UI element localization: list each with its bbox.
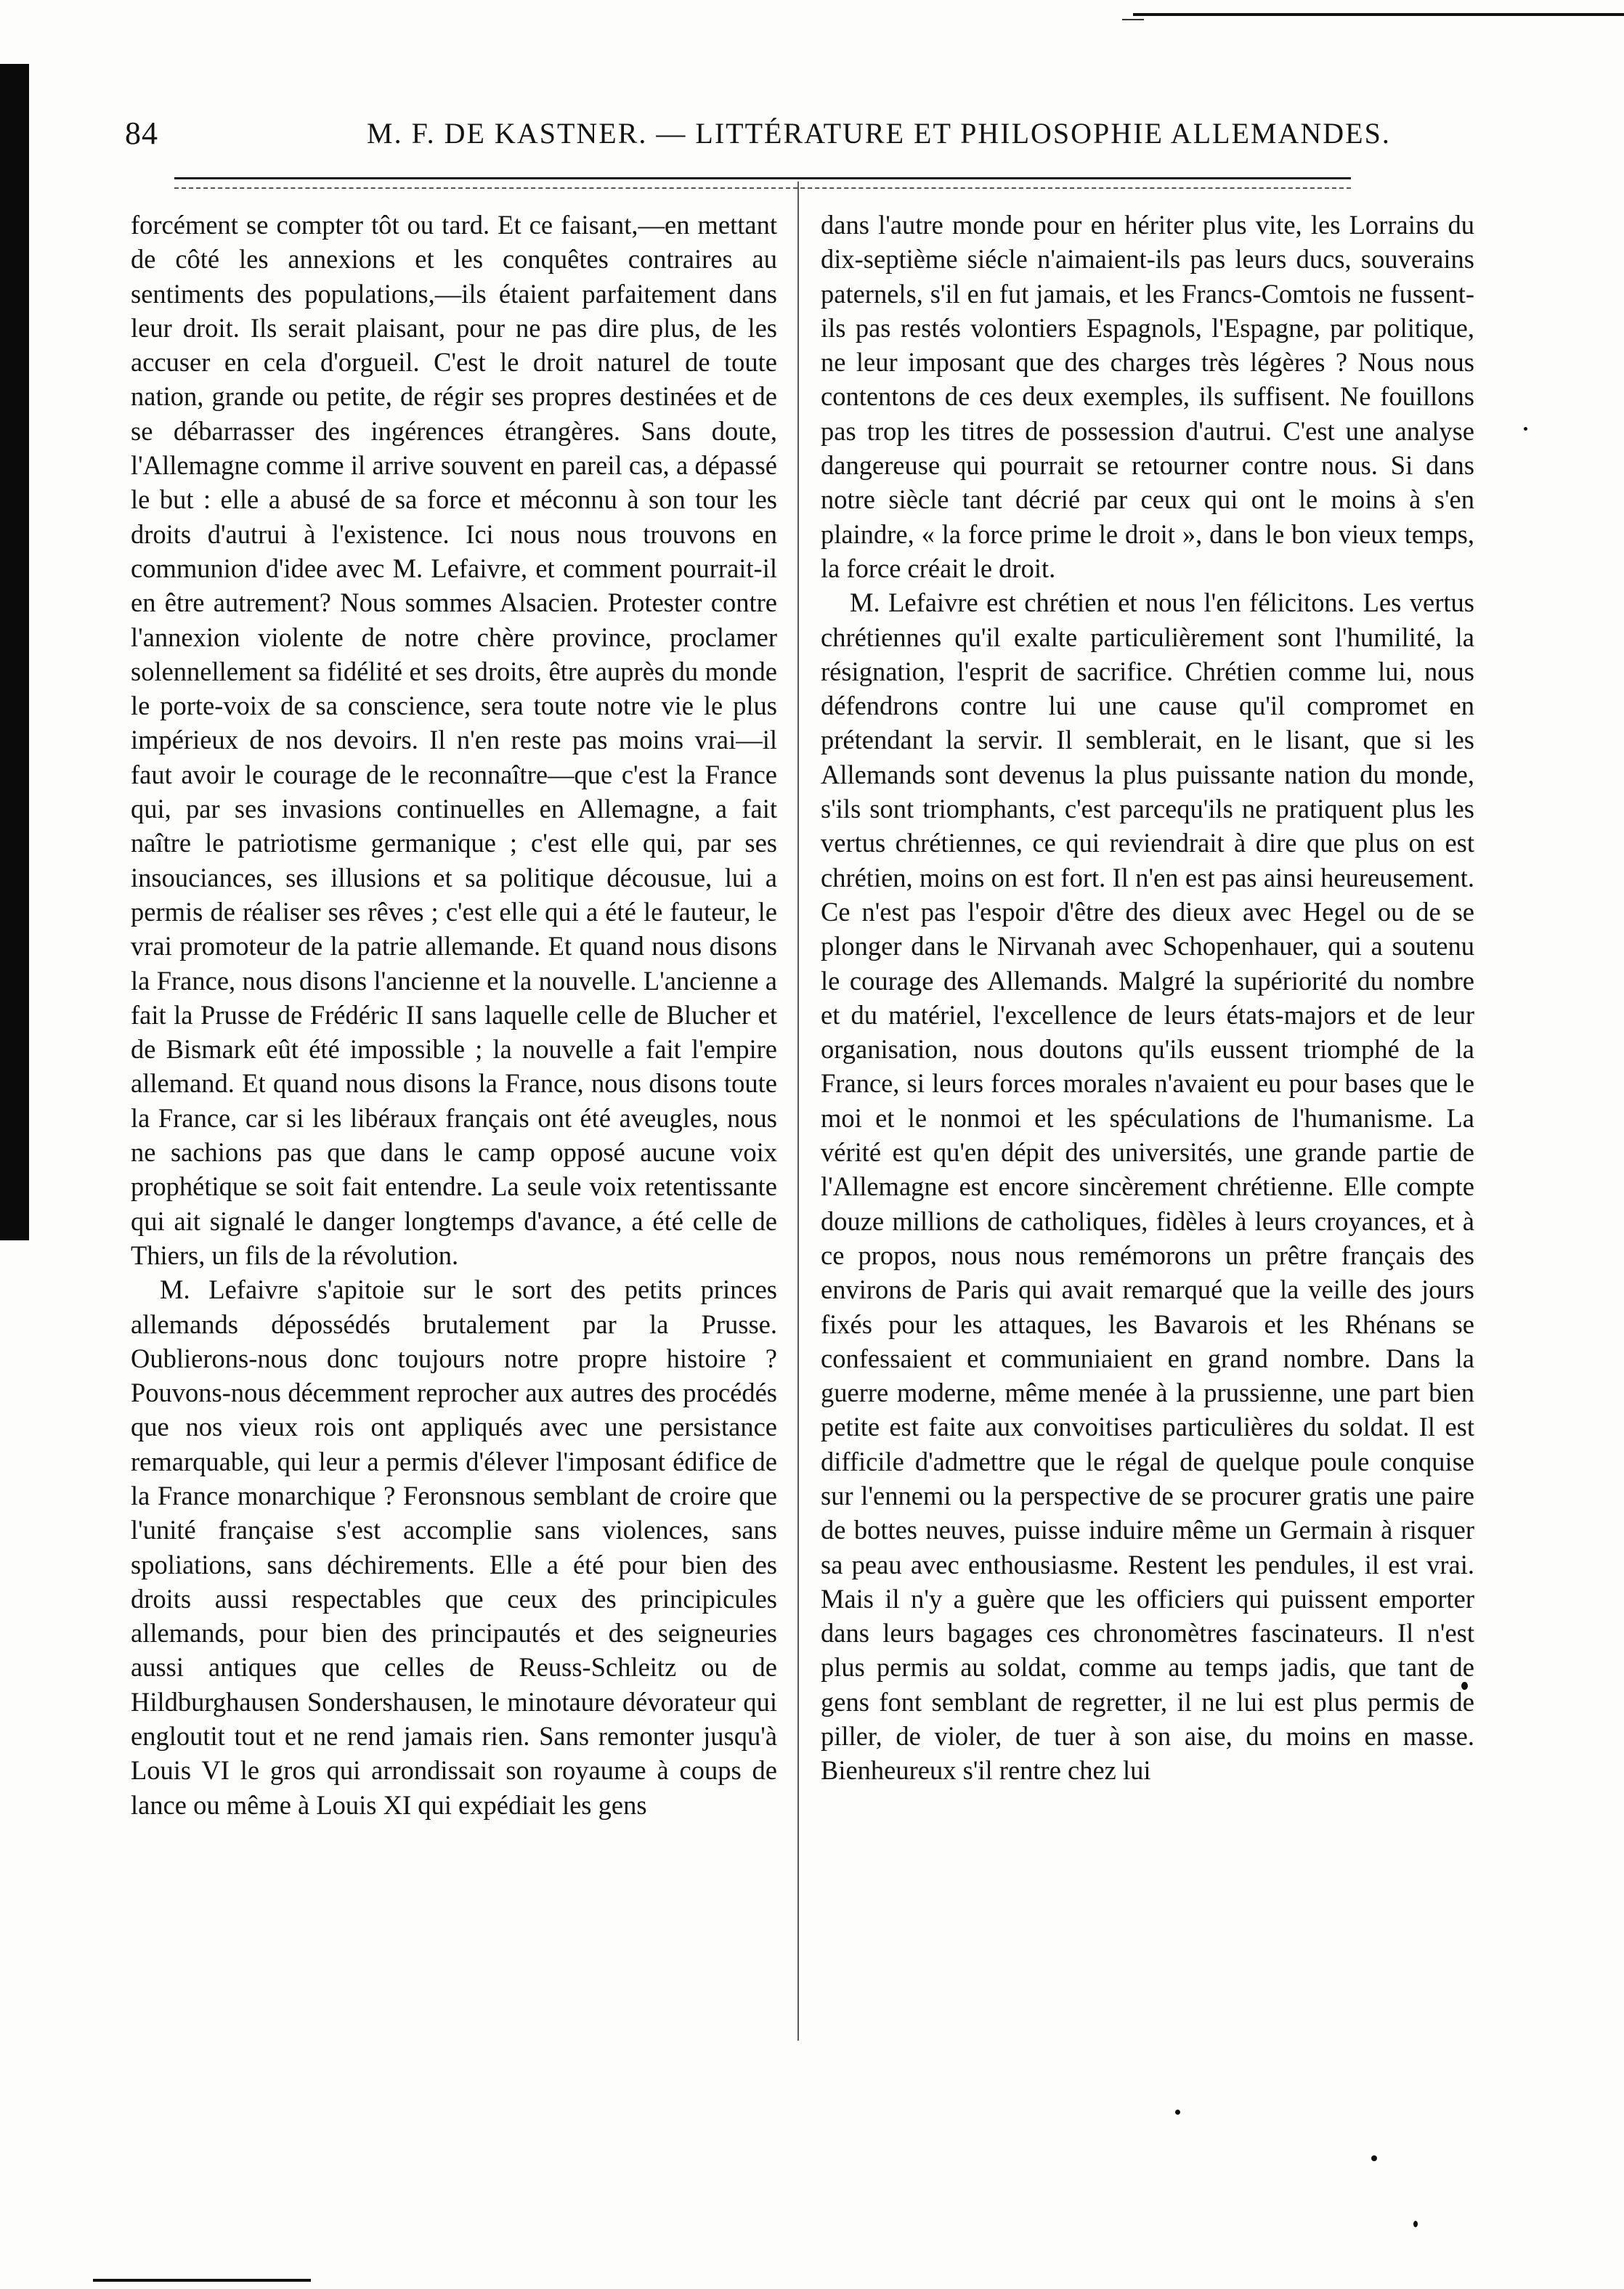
ink-speck [1524,427,1527,431]
paragraph: forcément se compter tôt ou tard. Et ce faisant,—en mettant de côté les annexions et les conquêtes contraires au sentiments des populations,—ils étaient parfaitement dans leur droit. Ils serait plaisant, pour ne pas dire plus, de les accuser en cela d'orgueil. C'est le droit naturel de toute nation, grande ou petite, de régir ses propres destinées et de se débarrasser des ingérences étrangères. Sans doute, l'Allemagne comme il arrive souvent en pareil cas, a dépassé le but : elle a abusé de sa force et méconnu à son tour les droits d'autrui à l'existence. Ici nous nous trouvons en communion d'idee avec M. Lefaivre, et comment pourrait-il en être autrement? Nous sommes Alsacien. Protester contre l'annexion violente de notre chère province, proclamer solennellement sa fidélité et ses droits, être auprès du monde le porte-voix de sa conscience, sera toute notre vie le plus impérieux de nos devoirs. Il n'en reste pas moins vrai—il faut avoir le courage de le reconnaître—que c'est la France qui, par ses invasions continuelles en Allemagne, a fait naître le patriotisme germanique ; c'est elle qui, par ses insouciances, ses illusions et sa politique décousue, lui a permis de réaliser ses rêves ; c'est elle qui a été le fauteur, le vrai promoteur de la patrie allemande. Et quand nous disons la France, nous disons l'ancienne et la nouvelle. L'ancienne a fait la Prusse de Frédéric II sans laquelle celle de Blucher et de Bismark eût été impossible ; la nouvelle a fait l'empire allemand. Et quand nous disons la France, nous disons toute la France, car si les libéraux français ont été aveugles, nous ne sachions pas que dans le camp opposé aucune voix prophétique se soit fait entendre. La seule voix retentissante qui ait signalé le danger longtemps d'avance, a été celle de Thiers, un fils de la révolution. [131,210,777,1270]
running-title: M. F. DE KASTNER. — LITTÉRATURE ET PHILOSOPHIE ALLEMANDES. [367,117,1391,150]
ink-speck [1371,2155,1377,2161]
scan-bottom-rule [93,2279,311,2282]
header-rule [174,177,1351,179]
scan-edge-rule [1133,13,1624,16]
ink-speck [1413,2221,1418,2227]
paragraph: M. Lefaivre s'apitoie sur le sort des petits princes allemands dépossédés brutalement par la Prusse. Oublierons-nous donc toujours notre propre histoire ? Pouvons-nous décemment reprocher aux autres des procédés que nos vieux rois ont appliqués avec une persistance remarquable, qui leur a permis d'élever l'imposant édifice de la France monarchique ? Feronsnous semblant de croire que l'unité française s'est accomplie sans violences, sans spoliations, sans déchirements. Elle a été pour bien des droits aussi respectables que ceux des principicules allemands, pour bien des principautés et des seigneuries aussi antiques que celles de Reuss-Schleitz ou de Hildburghausen Sondershausen, le minotaure dévorateur qui engloutit tout et ne rend jamais rien. Sans remonter jusqu'à Louis VI le gros qui arrondissait son royaume à coups de lance ou même à Louis XI qui expédiait les gens [131,1274,777,1820]
paragraph: M. Lefaivre est chrétien et nous l'en félicitons. Les vertus chrétiennes qu'il exalte particulièrement sont l'humilité, la résignation, l'esprit de sacrifice. Chrétien comme lui, nous défendrons contre lui une cause qu'il compromet en prétendant la servir. Il semblerait, en le lisant, que si les Allemands sont devenus la plus puissante nation du monde, s'ils sont triomphants, c'est parcequ'ils ne pratiquent plus les vertus chrétiennes, ce qui reviendrait à dire que plus on est chrétien, moins on est fort. Il n'en est pas ainsi heureusement. Ce n'est pas l'espoir d'être des dieux avec Hegel ou de se plonger dans le Nirvanah avec Schopenhauer, qui a soutenu le courage des Allemands. Malgré la supériorité du nombre et du matériel, l'excellence de leurs états-majors et de leur organisation, nous doutons qu'ils eussent triomphé de la France, si leurs forces morales n'avaient eu pour bases que le moi et le nonmoi et les spéculations de l'humanisme. La vérité est qu'en dépit des universités, une grande partie de l'Allemagne est encore sincèrement chrétienne. Elle compte douze millions de catholiques, fidèles à leurs croyances, et à ce propos, nous nous remémorons un prêtre français des environs de Paris qui avait remarqué que la veille des jours fixés pour les attaques, les Bavarois et les Rhénans se confessaient et communiaient en grand nombre. Dans la guerre moderne, même menée à la prussienne, une part bien petite est faite aux convoitises particulières du soldat. Il est difficile d'admettre que le régal de quelque poule conquise sur l'ennemi ou la perspective de se procurer gratis une paire de bottes neuves, puisse induire même un Germain à risquer sa peau avec enthousiasme. Restent les pendules, il est vrai. Mais il n'y a guère que les officiers qui puissent emporter dans leurs bagages ces chronomètres fascinateurs. Il n'est plus permis au soldat, comme au temps jadis, que tant de gens font semblant de regretter, il ne lui est plus permis de piller, de violer, de tuer à son aise, du moins en masse. Bienheureux s'il rentre chez lui [821,588,1474,1786]
scan-binding-shadow [0,64,29,1240]
column-divider [797,182,799,2041]
ink-speck [1175,2110,1180,2115]
left-column [131,208,777,1822]
scan-edge-mark [1122,19,1144,20]
paragraph: dans l'autre monde pour en hériter plus vite, les Lorrains du dix-septième siécle n'aimaient-ils pas leurs ducs, souverains paternels, s'il en fut jamais, et les Francs-Comtois ne fussent-ils pas restés volontiers Espagnols, l'Espagne, par politique, ne leur imposant que des charges très légères ? Nous nous contentons de ces deux exemples, ils suffisent. Ne fouillons pas trop les titres de possession d'autrui. C'est une analyse dangereuse qui pourrait se retourner contre nous. Si dans notre siècle tant décrié par ceux qui ont le moins à s'en plaindre, « la force prime le droit », dans le bon vieux temps, la force créait le droit. [821,210,1474,583]
header-dashed-rule [174,187,1351,189]
right-column [821,208,1474,1788]
page-number: 84 [125,115,158,151]
